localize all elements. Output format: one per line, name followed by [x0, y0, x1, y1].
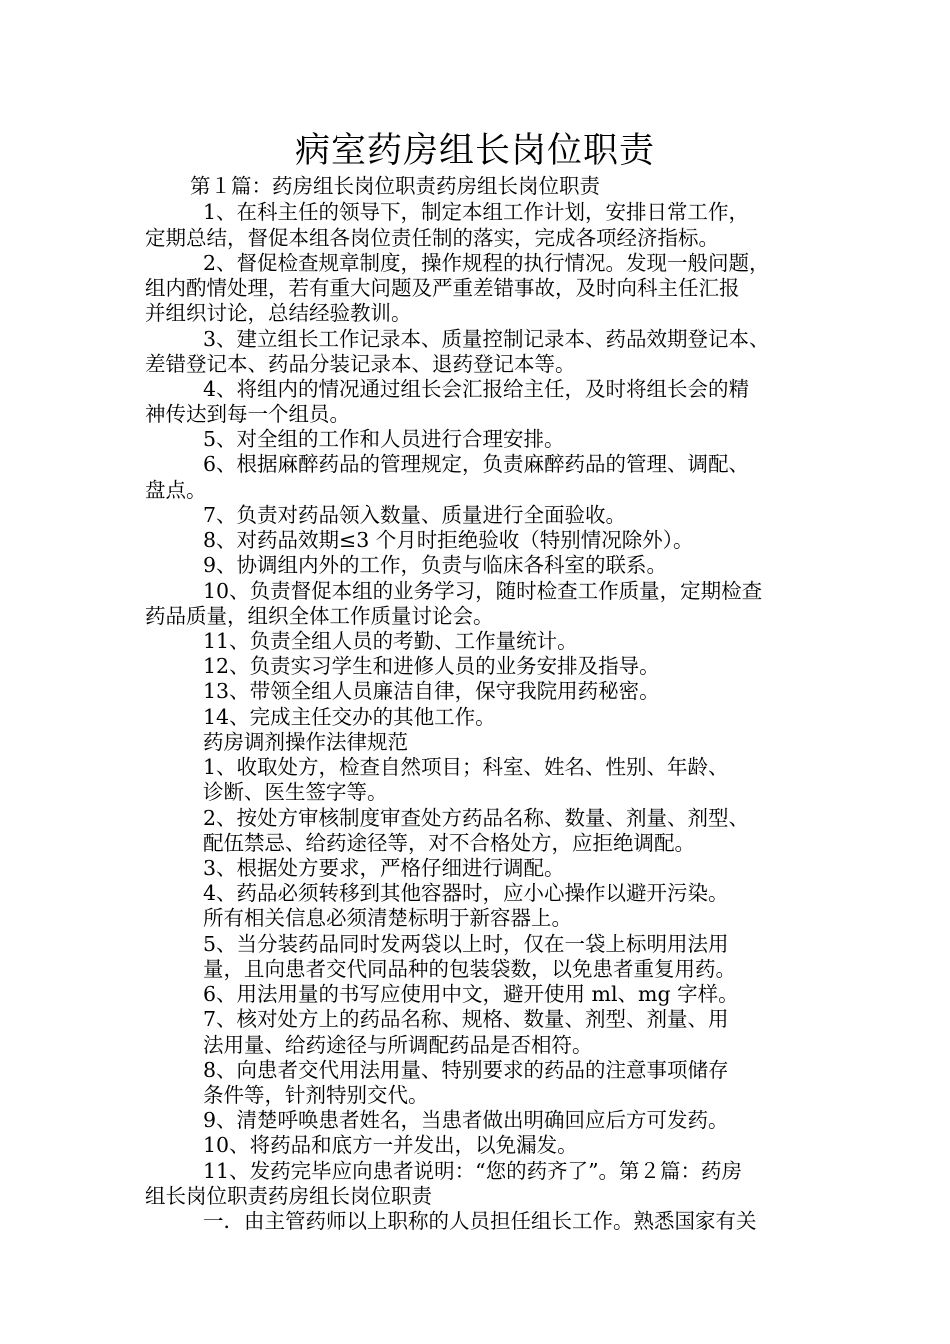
paragraph-line: 6、用法用量的书写应使用中文，避开使用 ml、mg 字样。: [203, 982, 739, 1006]
paragraph-line: 条件等，针剂特别交代。: [203, 1083, 429, 1107]
paragraph-line: 法用量、给药途径与所调配药品是否相符。: [203, 1033, 593, 1057]
paragraph-line: 1、收取处方，检查自然项目；科室、姓名、性别、年龄、: [203, 755, 729, 779]
paragraph-line: 8、对药品效期≤3 个月时拒绝验收（特别情况除外）。: [203, 528, 694, 552]
paragraph-line: 组内酌情处理，若有重大问题及严重差错事故，及时向科主任汇报: [145, 276, 740, 300]
paragraph-line: 3、根据处方要求，严格仔细进行调配。: [203, 856, 565, 880]
paragraph-line: 并组织讨论，总结经验教训。: [145, 301, 412, 325]
paragraph-line: 7、负责对药品领入数量、质量进行全面验收。: [203, 503, 627, 527]
paragraph-line: 量，且向患者交代同品种的包装袋数，以免患者重复用药。: [203, 957, 736, 981]
paragraph-line: 1、在科主任的领导下，制定本组工作计划，安排日常工作，: [203, 200, 750, 224]
section-heading: 第１篇：药房组长岗位职责药房组长岗位职责: [190, 174, 600, 198]
paragraph-line: 2、督促检查规章制度，操作规程的执行情况。发现一般问题，: [203, 251, 770, 275]
paragraph-line: 3、建立组长工作记录本、质量控制记录本、药品效期登记本、: [203, 327, 770, 351]
paragraph-line: 11、发药完毕应向患者说明：“您的药齐了”。第２篇：药房: [203, 1159, 743, 1183]
paragraph-line: 所有相关信息必须清楚标明于新容器上。: [203, 906, 572, 930]
paragraph-line: 差错登记本、药品分装记录本、退药登记本等。: [145, 352, 576, 376]
paragraph-line: 组长岗位职责药房组长岗位职责: [145, 1184, 432, 1208]
paragraph-line: 一．由主管药师以上职称的人员担任组长工作。熟悉国家有关: [203, 1209, 757, 1233]
paragraph-line: 14、完成主任交办的其他工作。: [203, 705, 496, 729]
paragraph-line: 10、负责督促本组的业务学习，随时检查工作质量，定期检查: [203, 579, 763, 603]
document-title: 病室药房组长岗位职责: [294, 131, 655, 171]
paragraph-line: 神传达到每一个组员。: [145, 402, 350, 426]
paragraph-line: 药品质量，组织全体工作质量讨论会。: [145, 604, 494, 628]
paragraph-line: 6、根据麻醉药品的管理规定，负责麻醉药品的管理、调配、: [203, 452, 750, 476]
paragraph-line: 2、按处方审核制度审查处方药品名称、数量、剂量、剂型、: [203, 806, 750, 830]
paragraph-line: 5、对全组的工作和人员进行合理安排。: [203, 427, 565, 451]
paragraph-line: 11、负责全组人员的考勤、工作量统计。: [203, 629, 578, 653]
paragraph-line: 8、向患者交代用法用量、特别要求的药品的注意事项储存: [203, 1058, 729, 1082]
paragraph-line: 10、将药品和底方一并发出，以免漏发。: [203, 1133, 578, 1157]
paragraph-line: 定期总结，督促本组各岗位责任制的落实，完成各项经济指标。: [145, 226, 719, 250]
paragraph-line: 5、当分装药品同时发两袋以上时，仅在一袋上标明用法用: [203, 932, 729, 956]
paragraph-line: 9、清楚呼唤患者姓名，当患者做出明确回应后方可发药。: [203, 1108, 729, 1132]
paragraph-line: 12、负责实习学生和进修人员的业务安排及指导。: [203, 654, 660, 678]
paragraph-line: 9、协调组内外的工作，负责与临床各科室的联系。: [203, 553, 668, 577]
paragraph-line: 诊断、医生签字等。: [203, 780, 388, 804]
paragraph-line: 7、核对处方上的药品名称、规格、数量、剂型、剂量、用: [203, 1007, 729, 1031]
paragraph-line: 13、带领全组人员廉洁自律，保守我院用药秘密。: [203, 679, 660, 703]
section-heading: 药房调剂操作法律规范: [203, 730, 408, 754]
paragraph-line: 4、将组内的情况通过组长会汇报给主任，及时将组长会的精: [203, 377, 750, 401]
paragraph-line: 4、药品必须转移到其他容器时，应小心操作以避开污染。: [203, 881, 729, 905]
paragraph-line: 盘点。: [145, 478, 207, 502]
paragraph-line: 配伍禁忌、给药途径等，对不合格处方，应拒绝调配。: [203, 831, 695, 855]
